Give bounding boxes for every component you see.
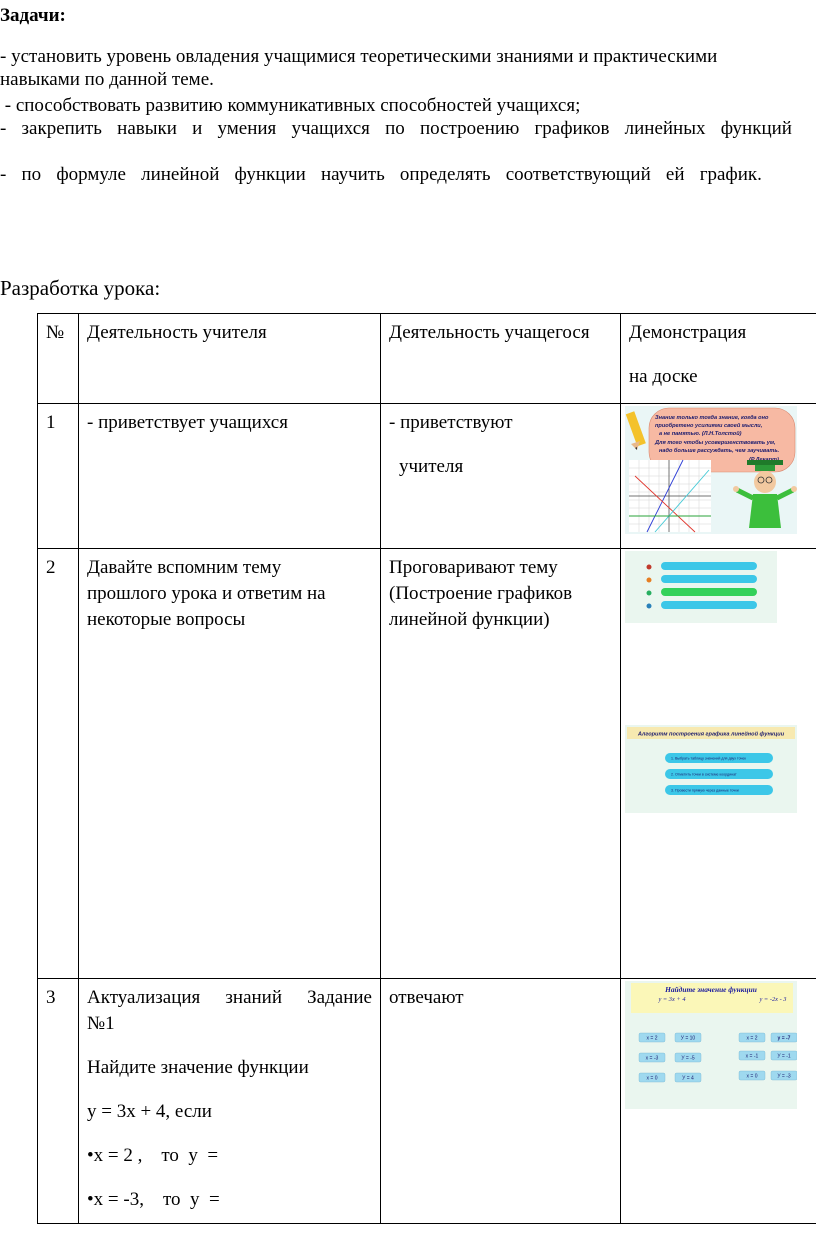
value-box: У = 10 [680,1035,696,1042]
value-box: x = 2 [746,1035,758,1042]
algorithm-step: 1. Выбрать таблицу значений для двух точек [671,756,746,761]
lesson-plan-title: Разработка урока: [0,276,161,300]
row-3-student: отвечают [381,979,621,1224]
lesson-plan-table [37,313,816,1224]
header-num: № [38,314,79,404]
row-2-num: 2 [38,549,79,979]
find-values-slide [625,981,816,1109]
row-3-item-1: •x = 2 , то y = [87,1145,219,1166]
row-3-teacher [79,979,381,1224]
algorithm-step: 3. Провести прямую через данные точки [671,788,739,793]
row-3-formula: y = 3x + 4, если [87,1101,212,1122]
header-demo-line-2: на доске [629,366,698,387]
value-box: У = 4 [682,1075,694,1082]
question-bar [661,601,757,609]
row-2-student [381,549,621,979]
row-3-demo [621,979,816,1224]
row-3-teacher-line-2: №1 [87,1013,115,1034]
row-1-num: 1 [38,404,79,549]
table-header-row [38,314,816,404]
row-2-teacher-line: Давайте вспомним тему [87,557,282,578]
table-row [38,979,816,1224]
row-2-teacher [79,549,381,979]
task-4: - по формуле линейной функции научить определять соответствующий ей график. [0,164,762,185]
task-3: - закрепить навыки и умения учащихся по построению графиков линейных функций [0,118,792,139]
row-1-demo [621,404,816,549]
algorithm-slide [625,725,816,813]
row-1-student-line-1: - приветствуют [389,412,513,433]
function-2: y = -2x - 3 [759,996,787,1003]
quote-line: Знание только тогда знание, когда оно [655,415,769,421]
row-2-teacher-line: прошлого урока и ответим на [87,583,326,604]
task-1-line-1: - установить уровень овладения учащимися теоретическими знаниями и практическими [0,46,718,67]
quote-slide-graphic [625,406,797,534]
quote-line: приобретено усилиями своей мысли, [655,423,763,429]
header-demo [621,314,816,404]
header-teacher: Деятельность учителя [79,314,381,404]
value-box: y = -7 [777,1035,791,1042]
task-2: - способствовать развитию коммуникативных способностей учащихся; [0,95,581,116]
row-3-task-text: Найдите значение функции [87,1057,309,1078]
questions-slide [625,551,816,623]
row-2-demo [621,549,816,979]
row-3-num: 3 [38,979,79,1224]
value-box: У = -5 [681,1055,695,1062]
question-bar [661,562,757,570]
row-2-student-line: (Построение графиков [389,583,573,604]
row-2-student-line: Проговаривают тему [389,557,558,578]
algorithm-step: 2. Отметить точки в системе координат [671,772,737,777]
row-3-item-2: •x = -3, то y = [87,1189,220,1210]
table-row [38,549,816,979]
row-1-student-line-2: учителя [399,456,464,477]
header-student: Деятельность учащегося [381,314,621,404]
row-1-teacher: - приветствует учащихся [79,404,381,549]
algorithm-title: Алгоритм построения графика линейной функции [637,731,785,738]
table-row [38,404,816,549]
value-box: x = -1 [745,1053,759,1060]
row-3-teacher-line-1: Актуализация знаний Задание [87,987,372,1008]
question-bar [661,588,757,596]
value-box: У = -1 [777,1053,791,1060]
function-1: y = 3x + 4 [658,996,686,1003]
find-values-title: Найдите значение функции [665,985,757,994]
task-1-line-2: навыками по данной теме. [0,69,214,90]
value-box: x = 0 [746,1073,758,1080]
question-bar [661,575,757,583]
row-1-student [381,404,621,549]
graph-grid [629,460,711,532]
quote-line: надо больше рассуждать, чем заучивать. [659,448,780,454]
value-box: x = 0 [646,1075,658,1082]
value-box: У = -3 [777,1073,791,1080]
value-box: x = 2 [646,1035,658,1042]
row-2-teacher-line: некоторые вопросы [87,609,246,630]
quote-slide [625,406,816,534]
tasks-heading: Задачи: [0,5,66,26]
quote-line: Для того чтобы усовершенствовать ум, [655,440,776,446]
value-box: x = -3 [645,1055,659,1062]
quote-line: а не памятью. (Л.Н.Толстой) [659,431,742,437]
row-2-student-line: линейной функции) [389,609,550,630]
header-demo-line-1: Демонстрация [629,322,747,343]
